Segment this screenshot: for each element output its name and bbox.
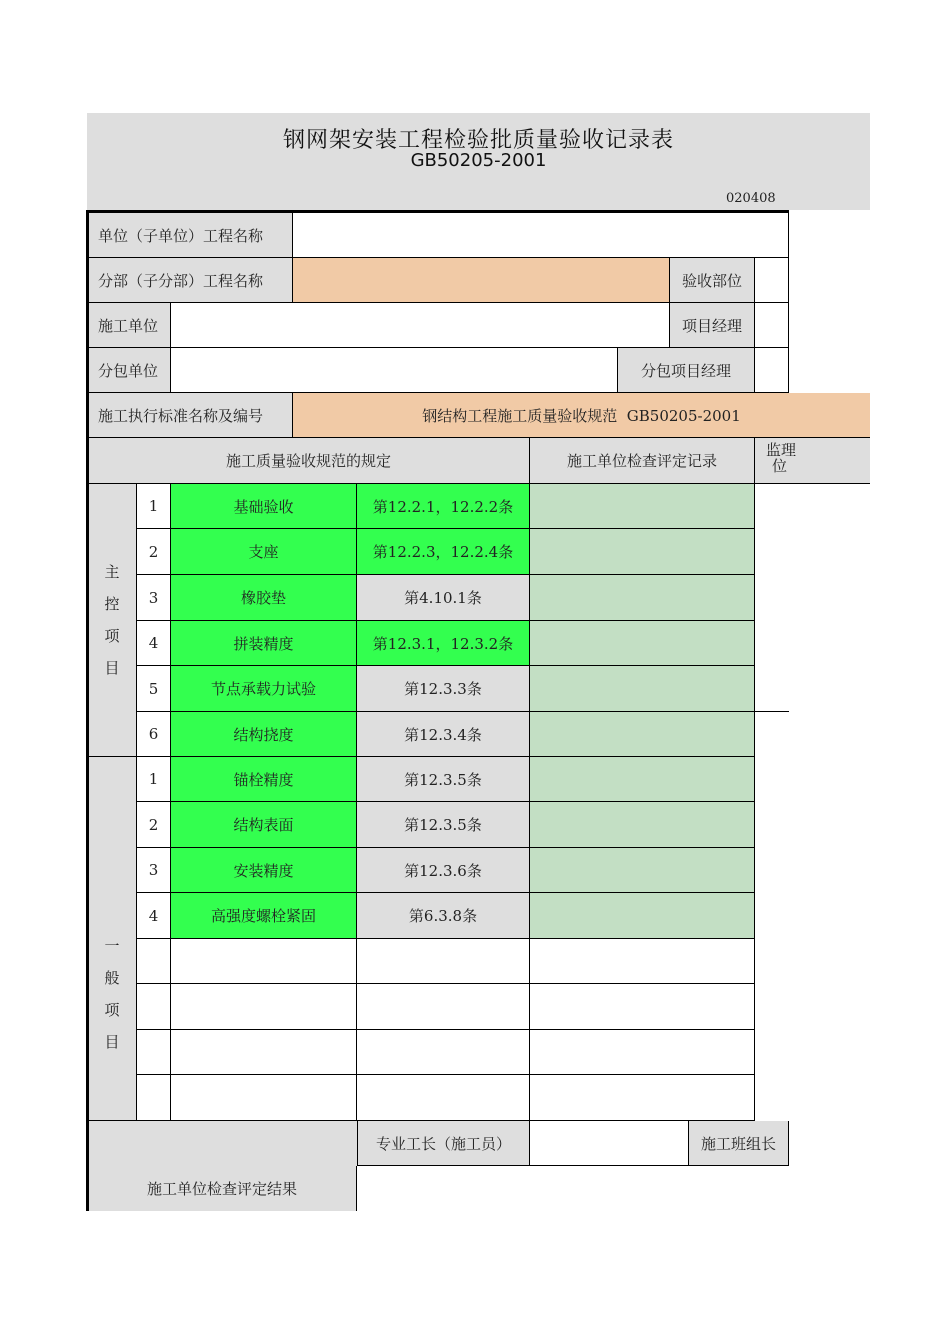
- row-number: 3: [137, 575, 171, 621]
- subcontract-manager-label: 分包项目经理: [618, 348, 755, 393]
- row-number: 1: [137, 484, 171, 529]
- form-title: 钢网架安装工程检验批质量验收记录表: [282, 128, 674, 153]
- sub-project-input[interactable]: [293, 258, 670, 303]
- main-control-char: 项: [104, 627, 120, 645]
- empty-cell[interactable]: [530, 1075, 755, 1121]
- item-clause: 第6.3.8条: [357, 893, 530, 939]
- item-name: 锚栓精度: [171, 757, 357, 802]
- check-record-cell[interactable]: [530, 802, 755, 848]
- acceptance-part-input[interactable]: [755, 258, 789, 303]
- item-clause: 第12.3.5条: [357, 757, 530, 802]
- sub-project-label: 分部（子分部）工程名称: [88, 258, 293, 303]
- unit-project-input[interactable]: [293, 213, 789, 258]
- empty-cell[interactable]: [357, 939, 530, 984]
- project-manager-input[interactable]: [755, 303, 789, 348]
- check-record-cell[interactable]: [530, 621, 755, 666]
- standard-code: GB50205-2001: [410, 150, 547, 171]
- check-record-cell[interactable]: [530, 712, 755, 757]
- item-clause: 第12.3.4条: [357, 712, 530, 757]
- empty-cell[interactable]: [530, 939, 755, 984]
- row-number: 4: [137, 621, 171, 666]
- form-code: 020408: [726, 191, 776, 206]
- empty-cell[interactable]: [171, 1075, 357, 1121]
- item-name: 高强度螺栓紧固: [171, 893, 357, 939]
- unit-project-label: 单位（子单位）工程名称: [88, 213, 293, 258]
- table-left-border: [86, 210, 89, 1211]
- empty-cell[interactable]: [530, 984, 755, 1030]
- check-record-cell[interactable]: [530, 484, 755, 529]
- general-char: 项: [104, 1000, 120, 1019]
- item-name: 结构表面: [171, 802, 357, 848]
- project-manager-label: 项目经理: [670, 303, 755, 348]
- standard-value: [293, 393, 870, 438]
- acceptance-part-label: 验收部位: [670, 258, 755, 303]
- general-char: 一: [104, 936, 120, 955]
- row-number: 1: [137, 757, 171, 802]
- supervision-header-line2: 位: [772, 457, 788, 475]
- main-control-char: 控: [104, 595, 120, 613]
- item-clause: 第12.3.5条: [357, 802, 530, 848]
- construction-unit-label: 施工单位: [88, 303, 171, 348]
- item-clause: 第4.10.1条: [357, 575, 530, 621]
- supervision-divider: [755, 711, 789, 712]
- item-name: 基础验收: [171, 484, 357, 529]
- row-number: 2: [137, 529, 171, 575]
- check-record-cell[interactable]: [530, 666, 755, 712]
- item-name: 结构挠度: [171, 712, 357, 757]
- subcontract-unit-input[interactable]: [171, 348, 618, 393]
- row-number: 6: [137, 712, 171, 757]
- empty-cell[interactable]: [357, 1075, 530, 1121]
- empty-cell[interactable]: [357, 1030, 530, 1075]
- team-leader-label: 施工班组长: [689, 1121, 789, 1166]
- row-number: 3: [137, 848, 171, 893]
- foreman-label: 专业工长（施工员）: [357, 1121, 530, 1166]
- supervision-header-line1: 监理: [766, 441, 797, 459]
- check-record-cell[interactable]: [530, 848, 755, 893]
- main-control-char: 目: [104, 659, 120, 677]
- check-record-cell[interactable]: [530, 757, 755, 802]
- foreman-input[interactable]: [530, 1121, 689, 1166]
- item-clause: 第12.3.3条: [357, 666, 530, 712]
- empty-cell[interactable]: [137, 1030, 171, 1075]
- supervision-column-header: [755, 438, 870, 484]
- check-record-column-header: 施工单位检查评定记录: [530, 438, 755, 484]
- general-char: 目: [104, 1032, 120, 1051]
- item-name: 支座: [171, 529, 357, 575]
- construction-unit-input[interactable]: [171, 303, 670, 348]
- table-top-border: [86, 210, 789, 213]
- standard-value-text: 钢结构工程施工质量验收规范 GB50205-2001: [422, 406, 741, 425]
- item-clause: 第12.2.3，12.2.4条: [357, 529, 530, 575]
- item-name: 节点承载力试验: [171, 666, 357, 712]
- row-number: 4: [137, 893, 171, 939]
- row-number: 2: [137, 802, 171, 848]
- standard-label: 施工执行标准名称及编号: [88, 393, 293, 438]
- result-label: 施工单位检查评定结果: [88, 1166, 357, 1211]
- empty-cell[interactable]: [171, 1030, 357, 1075]
- subcontract-manager-input[interactable]: [755, 348, 789, 393]
- empty-cell[interactable]: [137, 1075, 171, 1121]
- check-record-cell[interactable]: [530, 529, 755, 575]
- empty-cell[interactable]: [530, 1030, 755, 1075]
- item-name: 安装精度: [171, 848, 357, 893]
- main-control-label: [88, 484, 137, 757]
- item-name: 拼装精度: [171, 621, 357, 666]
- empty-cell[interactable]: [137, 984, 171, 1030]
- empty-cell[interactable]: [357, 984, 530, 1030]
- empty-cell[interactable]: [137, 939, 171, 984]
- item-name: 橡胶垫: [171, 575, 357, 621]
- spec-column-header: 施工质量验收规范的规定: [88, 438, 530, 484]
- item-clause: 第12.3.1，12.3.2条: [357, 621, 530, 666]
- item-clause: 第12.3.6条: [357, 848, 530, 893]
- item-clause: 第12.2.1，12.2.2条: [357, 484, 530, 529]
- check-record-cell[interactable]: [530, 575, 755, 621]
- empty-cell[interactable]: [171, 939, 357, 984]
- general-char: 般: [104, 968, 120, 987]
- check-record-cell[interactable]: [530, 893, 755, 939]
- general-label: [88, 757, 137, 1121]
- main-control-char: 主: [104, 563, 120, 581]
- row-number: 5: [137, 666, 171, 712]
- subcontract-unit-label: 分包单位: [88, 348, 171, 393]
- empty-cell[interactable]: [171, 984, 357, 1030]
